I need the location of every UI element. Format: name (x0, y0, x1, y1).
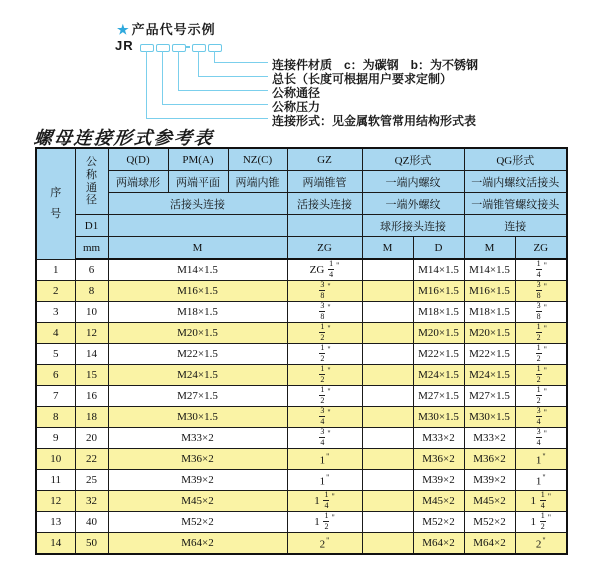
table-row (36, 302, 567, 323)
header-qg: QG形式 (464, 148, 567, 171)
cell-dn: 10 (75, 302, 108, 323)
table-row (36, 344, 567, 365)
cell-m: M18×1.5 (108, 302, 287, 323)
cell-dn: 50 (75, 533, 108, 555)
cell-seq: 6 (36, 365, 75, 386)
header-gz-sub: 两端锥管 (287, 171, 362, 193)
cell-m: M36×2 (108, 449, 287, 470)
cell-qg-m: M20×1.5 (464, 323, 515, 344)
cell-qg-m: M18×1.5 (464, 302, 515, 323)
header-qg-sub: 一端内螺纹活接头 (464, 171, 567, 193)
header-q: Q(D) (108, 148, 168, 171)
header-qz-row4: 球形接头连接 (362, 215, 464, 237)
cell-qz-d: M52×2 (413, 512, 464, 533)
cell-seq: 13 (36, 512, 75, 533)
cell-gz: $\frac{1}{2}$ " (287, 344, 362, 365)
cell-qg-m: M39×2 (464, 470, 515, 491)
header-empty-gz (287, 215, 362, 237)
cell-qz-m (362, 323, 413, 344)
cell-qg-zg: 2" (515, 533, 567, 555)
header-qg-row4: 连接 (464, 215, 567, 237)
cell-m: M33×2 (108, 428, 287, 449)
cell-qg-zg: $\frac{3}{4}$ " (515, 407, 567, 428)
cell-seq: 5 (36, 344, 75, 365)
cell-qz-m (362, 302, 413, 323)
cell-m: M27×1.5 (108, 386, 287, 407)
cell-gz: $\frac{1}{2}$ " (287, 386, 362, 407)
header-dn: 公 称 通 径 (75, 148, 108, 215)
header-qg-m: M (464, 237, 515, 260)
cell-gz: $\frac{3}{4}$ " (287, 428, 362, 449)
cell-qz-m (362, 281, 413, 302)
cell-qg-m: M36×2 (464, 449, 515, 470)
cell-gz: $\frac{3}{8}$ " (287, 302, 362, 323)
cell-m: M52×2 (108, 512, 287, 533)
cell-m: M24×1.5 (108, 365, 287, 386)
diagram-heading-text: 产品代号示例 (131, 22, 216, 37)
cell-seq: 2 (36, 281, 75, 302)
cell-qz-d: M39×2 (413, 470, 464, 491)
header-q-sub: 两端球形 (108, 171, 168, 193)
cell-m: M22×1.5 (108, 344, 287, 365)
cell-qz-m (362, 428, 413, 449)
cell-gz: 1 $\frac{1}{4}$ " (287, 491, 362, 512)
cell-qz-m (362, 365, 413, 386)
cell-qg-zg: $\frac{1}{2}$ " (515, 344, 567, 365)
header-qz-sub: 一端内螺纹 (362, 171, 464, 193)
star-icon: ★ (117, 22, 130, 37)
cell-qg-zg: 1 $\frac{1}{2}$ " (515, 512, 567, 533)
cell-qg-zg: $\frac{3}{4}$ " (515, 428, 567, 449)
header-gz-unit: ZG (287, 237, 362, 260)
cell-gz: $\frac{3}{4}$ " (287, 407, 362, 428)
cell-qg-zg: $\frac{1}{2}$ " (515, 365, 567, 386)
cell-gz: 1" (287, 470, 362, 491)
header-qg-row3: 一端锥管螺纹接头 (464, 193, 567, 215)
header-qg-zg: ZG (515, 237, 567, 260)
connector-line-5 (214, 51, 268, 63)
cell-qz-d: M24×1.5 (413, 365, 464, 386)
table-row (36, 470, 567, 491)
table-row (36, 259, 567, 281)
cell-qz-d: M64×2 (413, 533, 464, 555)
cell-seq: 4 (36, 323, 75, 344)
cell-gz: ZG $\frac{1}{4}$ " (287, 259, 362, 281)
cell-m: M20×1.5 (108, 323, 287, 344)
cell-qg-m: M45×2 (464, 491, 515, 512)
cell-dn: 32 (75, 491, 108, 512)
cell-qg-m: M24×1.5 (464, 365, 515, 386)
header-gz: GZ (287, 148, 362, 171)
cell-gz: 1 $\frac{1}{2}$ " (287, 512, 362, 533)
header-nz: NZ(C) (228, 148, 287, 171)
table-row (36, 323, 567, 344)
header-mm: mm (75, 237, 108, 260)
header-qpn-row3: 活接头连接 (108, 193, 287, 215)
cell-seq: 3 (36, 302, 75, 323)
cell-dn: 22 (75, 449, 108, 470)
cell-qz-m (362, 386, 413, 407)
cell-qg-zg: $\frac{3}{8}$ " (515, 281, 567, 302)
table-row (36, 281, 567, 302)
header-m-span: M (108, 237, 287, 260)
cell-dn: 25 (75, 470, 108, 491)
cell-qg-m: M14×1.5 (464, 259, 515, 281)
header-qz: QZ形式 (362, 148, 464, 171)
cell-qg-m: M52×2 (464, 512, 515, 533)
cell-qg-zg: 1" (515, 449, 567, 470)
cell-dn: 8 (75, 281, 108, 302)
nut-connection-reference-table (35, 147, 568, 555)
cell-gz: $\frac{1}{2}$ " (287, 365, 362, 386)
cell-dn: 40 (75, 512, 108, 533)
table-row (36, 428, 567, 449)
cell-m: M30×1.5 (108, 407, 287, 428)
cell-qz-d: M20×1.5 (413, 323, 464, 344)
cell-qz-m (362, 512, 413, 533)
cell-qz-m (362, 491, 413, 512)
table-row (36, 449, 567, 470)
cell-qg-zg: $\frac{1}{2}$ " (515, 386, 567, 407)
cell-qg-m: M33×2 (464, 428, 515, 449)
cell-qz-d: M33×2 (413, 428, 464, 449)
cell-qz-d: M14×1.5 (413, 259, 464, 281)
cell-dn: 20 (75, 428, 108, 449)
table-row (36, 491, 567, 512)
cell-qg-m: M30×1.5 (464, 407, 515, 428)
cell-seq: 8 (36, 407, 75, 428)
code-prefix: JR (115, 38, 134, 53)
cell-gz: 2" (287, 533, 362, 555)
cell-qz-d: M30×1.5 (413, 407, 464, 428)
code-separator-dash (185, 46, 190, 48)
cell-qg-m: M22×1.5 (464, 344, 515, 365)
cell-seq: 7 (36, 386, 75, 407)
table-header (36, 148, 567, 259)
table-row (36, 386, 567, 407)
cell-m: M45×2 (108, 491, 287, 512)
cell-m: M39×2 (108, 470, 287, 491)
cell-qz-d: M16×1.5 (413, 281, 464, 302)
cell-qz-d: M36×2 (413, 449, 464, 470)
table-row (36, 365, 567, 386)
cell-seq: 12 (36, 491, 75, 512)
cell-qz-d: M22×1.5 (413, 344, 464, 365)
cell-m: M64×2 (108, 533, 287, 555)
cell-gz: 1" (287, 449, 362, 470)
cell-gz: $\frac{1}{2}$ " (287, 323, 362, 344)
label-nominal-pressure: 公称压力 (272, 100, 321, 114)
cell-qz-m (362, 470, 413, 491)
cell-seq: 10 (36, 449, 75, 470)
cell-gz: $\frac{3}{8}$ " (287, 281, 362, 302)
cell-dn: 16 (75, 386, 108, 407)
header-pm-sub: 两端平面 (168, 171, 228, 193)
cell-qg-m: M64×2 (464, 533, 515, 555)
header-seq: 序 号 (36, 148, 75, 259)
cell-dn: 12 (75, 323, 108, 344)
cell-qg-zg: 1" (515, 470, 567, 491)
table-row (36, 407, 567, 428)
cell-qz-m (362, 259, 413, 281)
cell-qz-d: M27×1.5 (413, 386, 464, 407)
label-nominal-diameter: 公称通径 (272, 86, 321, 100)
cell-qg-zg: $\frac{1}{4}$ " (515, 259, 567, 281)
cell-m: M14×1.5 (108, 259, 287, 281)
header-qz-m: M (362, 237, 413, 260)
cell-qz-m (362, 344, 413, 365)
header-qz-row3: 一端外螺纹 (362, 193, 464, 215)
cell-qg-zg: $\frac{3}{8}$ " (515, 302, 567, 323)
label-total-length: 总长（长度可根据用户要求定制） (272, 72, 453, 86)
cell-dn: 18 (75, 407, 108, 428)
header-nz-sub: 两端内锥 (228, 171, 287, 193)
header-gz-row3: 活接头连接 (287, 193, 362, 215)
table-row (36, 512, 567, 533)
header-qz-d: D (413, 237, 464, 260)
cell-qz-d: M18×1.5 (413, 302, 464, 323)
header-d1: D1 (75, 215, 108, 237)
cell-qg-zg: $\frac{1}{2}$ " (515, 323, 567, 344)
cell-dn: 15 (75, 365, 108, 386)
table-row (36, 533, 567, 555)
cell-qz-m (362, 533, 413, 555)
label-material: 连接件材质 c：为碳钢 b：为不锈钢 (272, 58, 479, 72)
cell-qz-m (362, 449, 413, 470)
diagram-heading (117, 19, 216, 38)
cell-qg-m: M27×1.5 (464, 386, 515, 407)
label-connection-form: 连接形式：见金属软管常用结构形式表 (272, 114, 477, 128)
cell-seq: 9 (36, 428, 75, 449)
table-title: 螺母连接形式参考表 (32, 128, 215, 148)
cell-qg-m: M16×1.5 (464, 281, 515, 302)
cell-seq: 1 (36, 259, 75, 281)
cell-seq: 14 (36, 533, 75, 555)
cell-qg-zg: 1 $\frac{1}{4}$ " (515, 491, 567, 512)
cell-seq: 11 (36, 470, 75, 491)
cell-dn: 14 (75, 344, 108, 365)
cell-qz-d: M45×2 (413, 491, 464, 512)
header-empty-qpn (108, 215, 287, 237)
table-body (36, 259, 567, 554)
header-pm: PM(A) (168, 148, 228, 171)
cell-m: M16×1.5 (108, 281, 287, 302)
cell-qz-m (362, 407, 413, 428)
cell-dn: 6 (75, 259, 108, 281)
